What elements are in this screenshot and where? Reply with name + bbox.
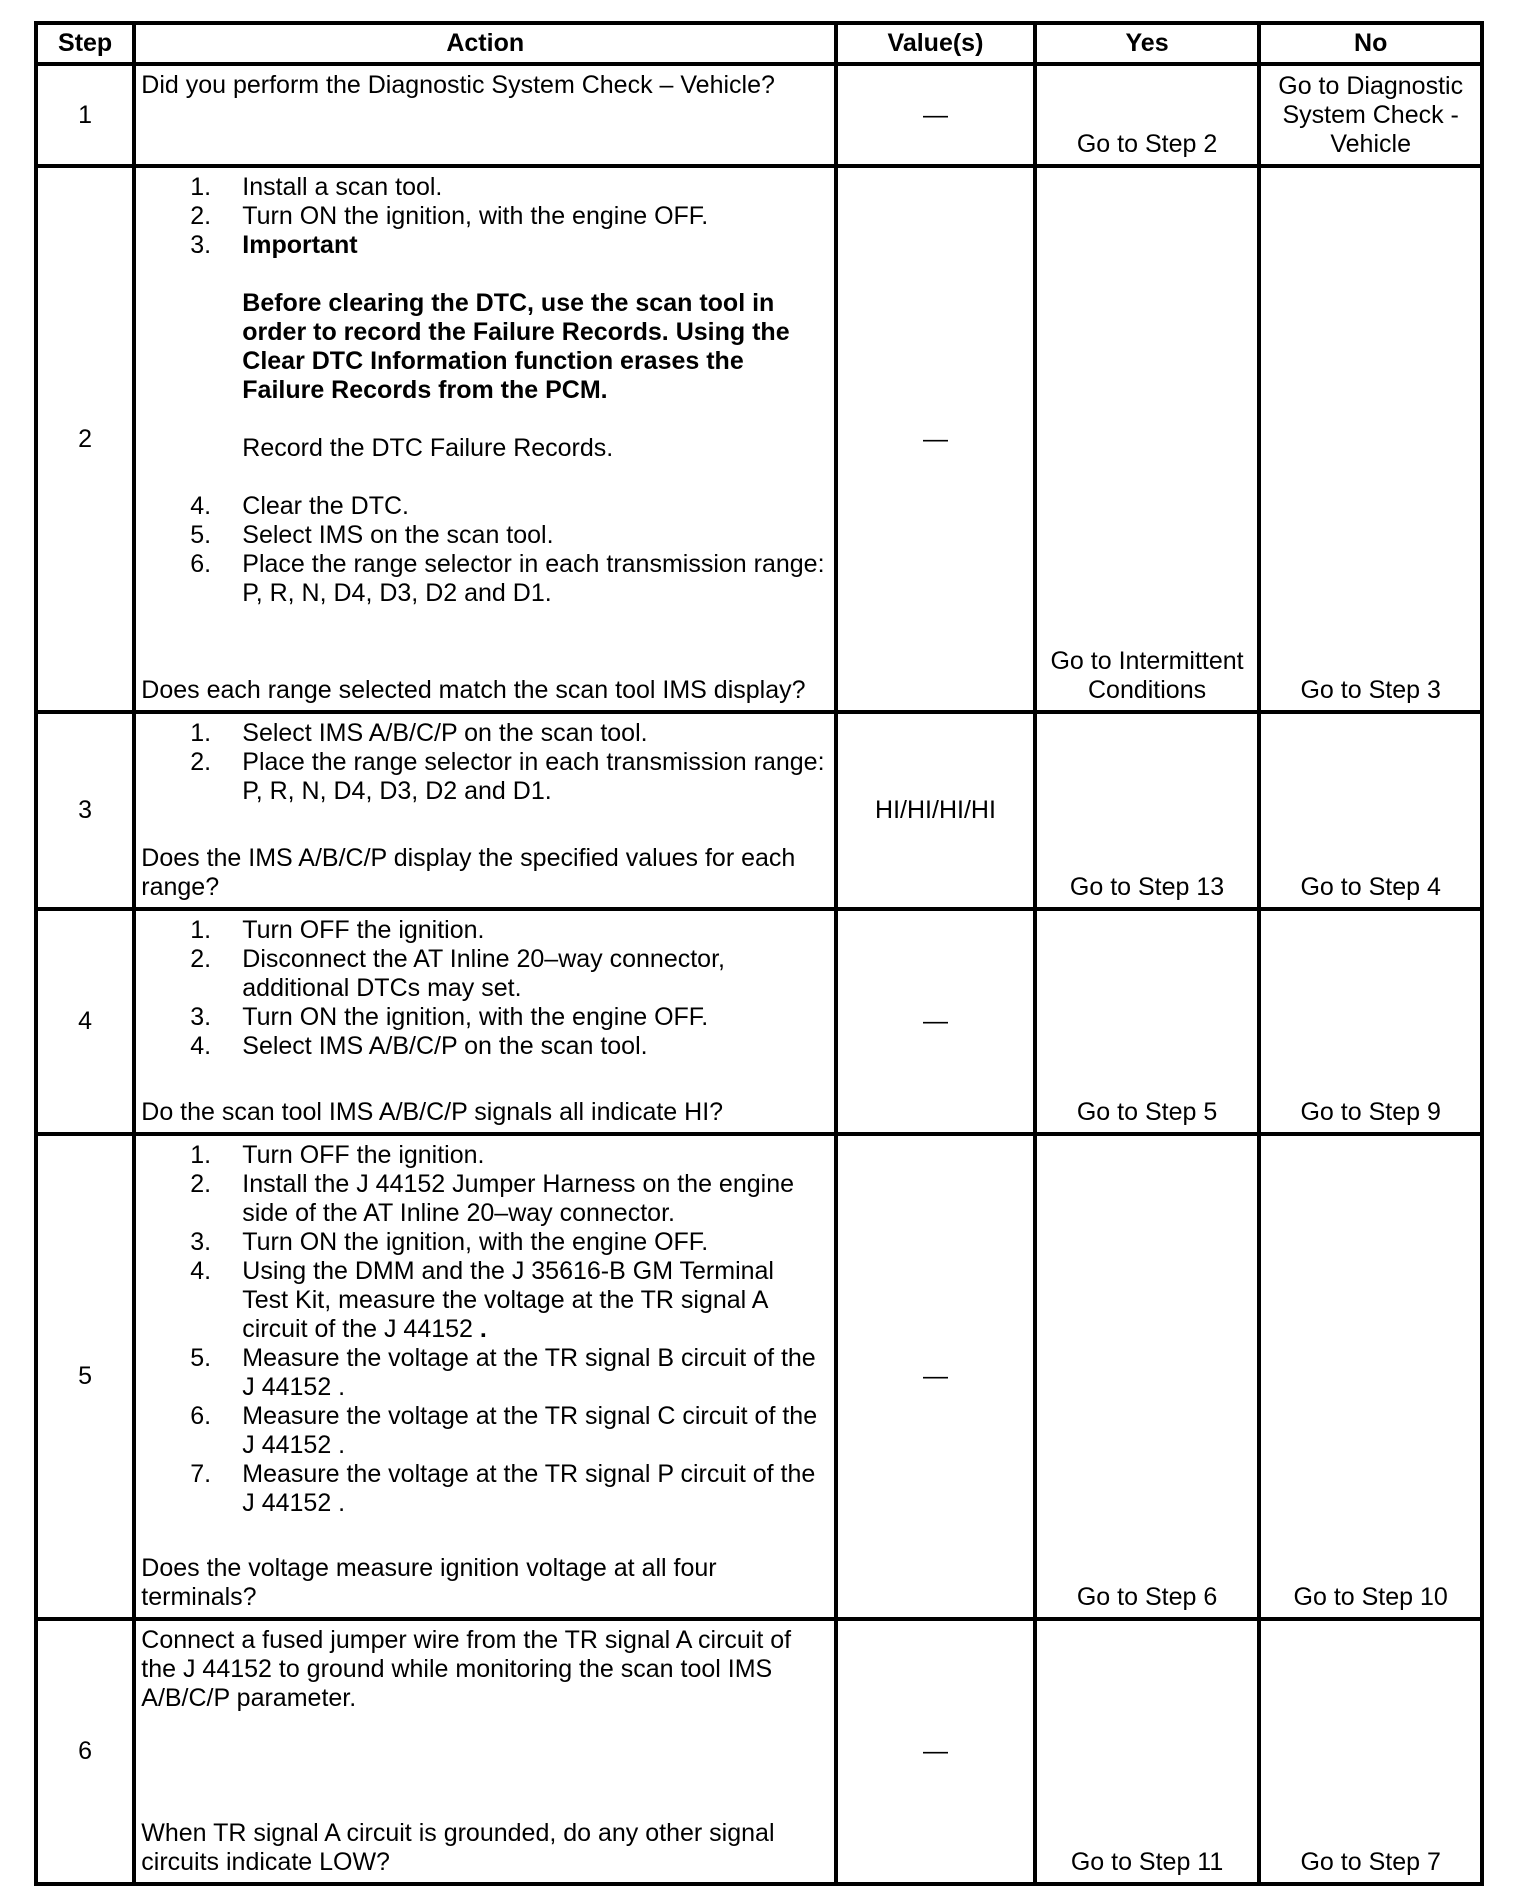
yes-cell <box>1035 712 1260 909</box>
list-item: 1. Select IMS A/B/C/P on the scan tool. <box>190 719 648 747</box>
action-list <box>141 719 830 806</box>
action-question: Did you perform the Diagnostic System Check – Vehicle? <box>141 71 775 99</box>
action-cell <box>134 1619 836 1884</box>
no-cell <box>1259 712 1482 909</box>
step-number: 1 <box>36 64 134 166</box>
no-cell <box>1259 64 1482 166</box>
yes-link[interactable]: Go to Step 11 <box>1070 1848 1224 1876</box>
action-intro: Connect a fused jumper wire from the TR signal A circuit of the J 44152 to ground while monitoring the scan tool IMS A/B/C/P parameter. <box>141 1626 792 1712</box>
diagnostic-table <box>34 21 1484 1886</box>
value-cell: — <box>836 166 1035 712</box>
table-row-step-2 <box>36 166 1482 712</box>
important-note: Before clearing the DTC, use the scan tool in order to record the Failure Records. Using the Clear DTC Information function erases the Failure Records from the PCM. <box>242 289 790 404</box>
list-item: 7. Measure the voltage at the TR signal P circuit of the J 44152 . <box>190 1460 816 1517</box>
header-action: Action <box>134 23 836 64</box>
action-cell <box>134 64 836 166</box>
action-question: Does the IMS A/B/C/P display the specified values for each range? <box>141 844 796 901</box>
value-cell: — <box>836 909 1035 1134</box>
important-label: Important <box>242 231 358 259</box>
no-cell <box>1259 1619 1482 1884</box>
table-row-step-6 <box>36 1619 1482 1884</box>
record-note: Record the DTC Failure Records. <box>242 434 614 462</box>
header-step: Step <box>36 23 134 64</box>
no-cell <box>1259 1134 1482 1619</box>
list-item: 2. Disconnect the AT Inline 20–way connector, additional DTCs may set. <box>190 945 725 1002</box>
list-item: 5. Select IMS on the scan tool. <box>190 521 554 549</box>
list-item: 2. Place the range selector in each transmission range: P, R, N, D4, D3, D2 and D1. <box>190 748 825 805</box>
list-item: 3. Important Before clearing the DTC, use the scan tool in order to record the Failure Records. Using the Clear DTC Information function erases the Failure Records from the PCM. Record the DTC Failure Records. <box>141 231 830 492</box>
step-number: 3 <box>36 712 134 909</box>
step-number: 5 <box>36 1134 134 1619</box>
header-values: Value(s) <box>836 23 1035 64</box>
yes-link[interactable]: Go to Step 2 <box>1076 130 1218 158</box>
no-line: Vehicle <box>1330 130 1411 158</box>
action-question: Do the scan tool IMS A/B/C/P signals all indicate HI? <box>141 1098 724 1126</box>
list-item: 6. Place the range selector in each transmission range: P, R, N, D4, D3, D2 and D1. <box>190 550 825 607</box>
list-item: 1. Turn OFF the ignition. <box>190 1141 485 1169</box>
no-line: Go to Diagnostic <box>1278 72 1464 100</box>
list-item: 3. Turn ON the ignition, with the engine OFF. <box>190 1228 709 1256</box>
header-yes: Yes <box>1035 23 1260 64</box>
yes-link[interactable]: Go to Intermittent Conditions <box>1050 647 1244 704</box>
list-item: 2. Turn ON the ignition, with the engine OFF. <box>190 202 709 230</box>
value-cell: — <box>836 1619 1035 1884</box>
list-item: 4. Clear the DTC. <box>190 492 409 520</box>
list-item: 1. Turn OFF the ignition. <box>190 916 485 944</box>
action-question: Does the voltage measure ignition voltage at all four terminals? <box>141 1554 717 1611</box>
diagnostic-document <box>34 21 1484 1886</box>
header-row <box>36 23 1482 64</box>
yes-cell <box>1035 909 1260 1134</box>
no-link[interactable]: Go to Step 4 <box>1300 873 1441 901</box>
step-number: 4 <box>36 909 134 1134</box>
value-cell: HI/HI/HI/HI <box>836 712 1035 909</box>
action-list <box>141 1141 830 1518</box>
table-row-step-1 <box>36 64 1482 166</box>
no-cell <box>1259 166 1482 712</box>
table-row-step-4 <box>36 909 1482 1134</box>
action-cell <box>134 909 836 1134</box>
list-item: 4. Using the DMM and the J 35616-B GM Terminal Test Kit, measure the voltage at the TR signal A circuit of the J 44152 . <box>190 1257 774 1343</box>
yes-cell <box>1035 1619 1260 1884</box>
yes-cell <box>1035 1134 1260 1619</box>
no-link[interactable]: Go to Step 9 <box>1300 1098 1441 1126</box>
no-cell <box>1259 909 1482 1134</box>
action-list <box>141 173 830 608</box>
value-cell: — <box>836 1134 1035 1619</box>
action-cell <box>134 712 836 909</box>
yes-link[interactable]: Go to Step 5 <box>1076 1098 1218 1126</box>
yes-cell <box>1035 64 1260 166</box>
list-item: 1. Install a scan tool. <box>190 173 443 201</box>
table-row-step-5 <box>36 1134 1482 1619</box>
action-question: Does each range selected match the scan tool IMS display? <box>141 676 806 704</box>
no-link[interactable] <box>1261 72 1480 164</box>
step-number: 6 <box>36 1619 134 1884</box>
action-cell <box>134 1134 836 1619</box>
action-question: When TR signal A circuit is grounded, do any other signal circuits indicate LOW? <box>141 1819 775 1876</box>
step-number: 2 <box>36 166 134 712</box>
header-no: No <box>1259 23 1482 64</box>
list-item: 4. Select IMS A/B/C/P on the scan tool. <box>190 1032 648 1060</box>
list-item: 2. Install the J 44152 Jumper Harness on the engine side of the AT Inline 20–way connector. <box>190 1170 794 1227</box>
yes-cell <box>1035 166 1260 712</box>
list-item: 6. Measure the voltage at the TR signal C circuit of the J 44152 . <box>190 1402 818 1459</box>
action-cell <box>134 166 836 712</box>
no-link[interactable]: Go to Step 7 <box>1300 1848 1441 1876</box>
action-list <box>141 916 830 1061</box>
yes-link[interactable]: Go to Step 13 <box>1069 873 1225 901</box>
no-line: System Check - <box>1282 101 1459 129</box>
no-link[interactable]: Go to Step 3 <box>1300 676 1441 704</box>
list-item: 3. Turn ON the ignition, with the engine OFF. <box>190 1003 709 1031</box>
yes-link[interactable]: Go to Step 6 <box>1076 1583 1218 1611</box>
table-row-step-3 <box>36 712 1482 909</box>
value-cell: — <box>836 64 1035 166</box>
no-link[interactable]: Go to Step 10 <box>1293 1583 1448 1611</box>
list-item: 5. Measure the voltage at the TR signal B circuit of the J 44152 . <box>190 1344 816 1401</box>
